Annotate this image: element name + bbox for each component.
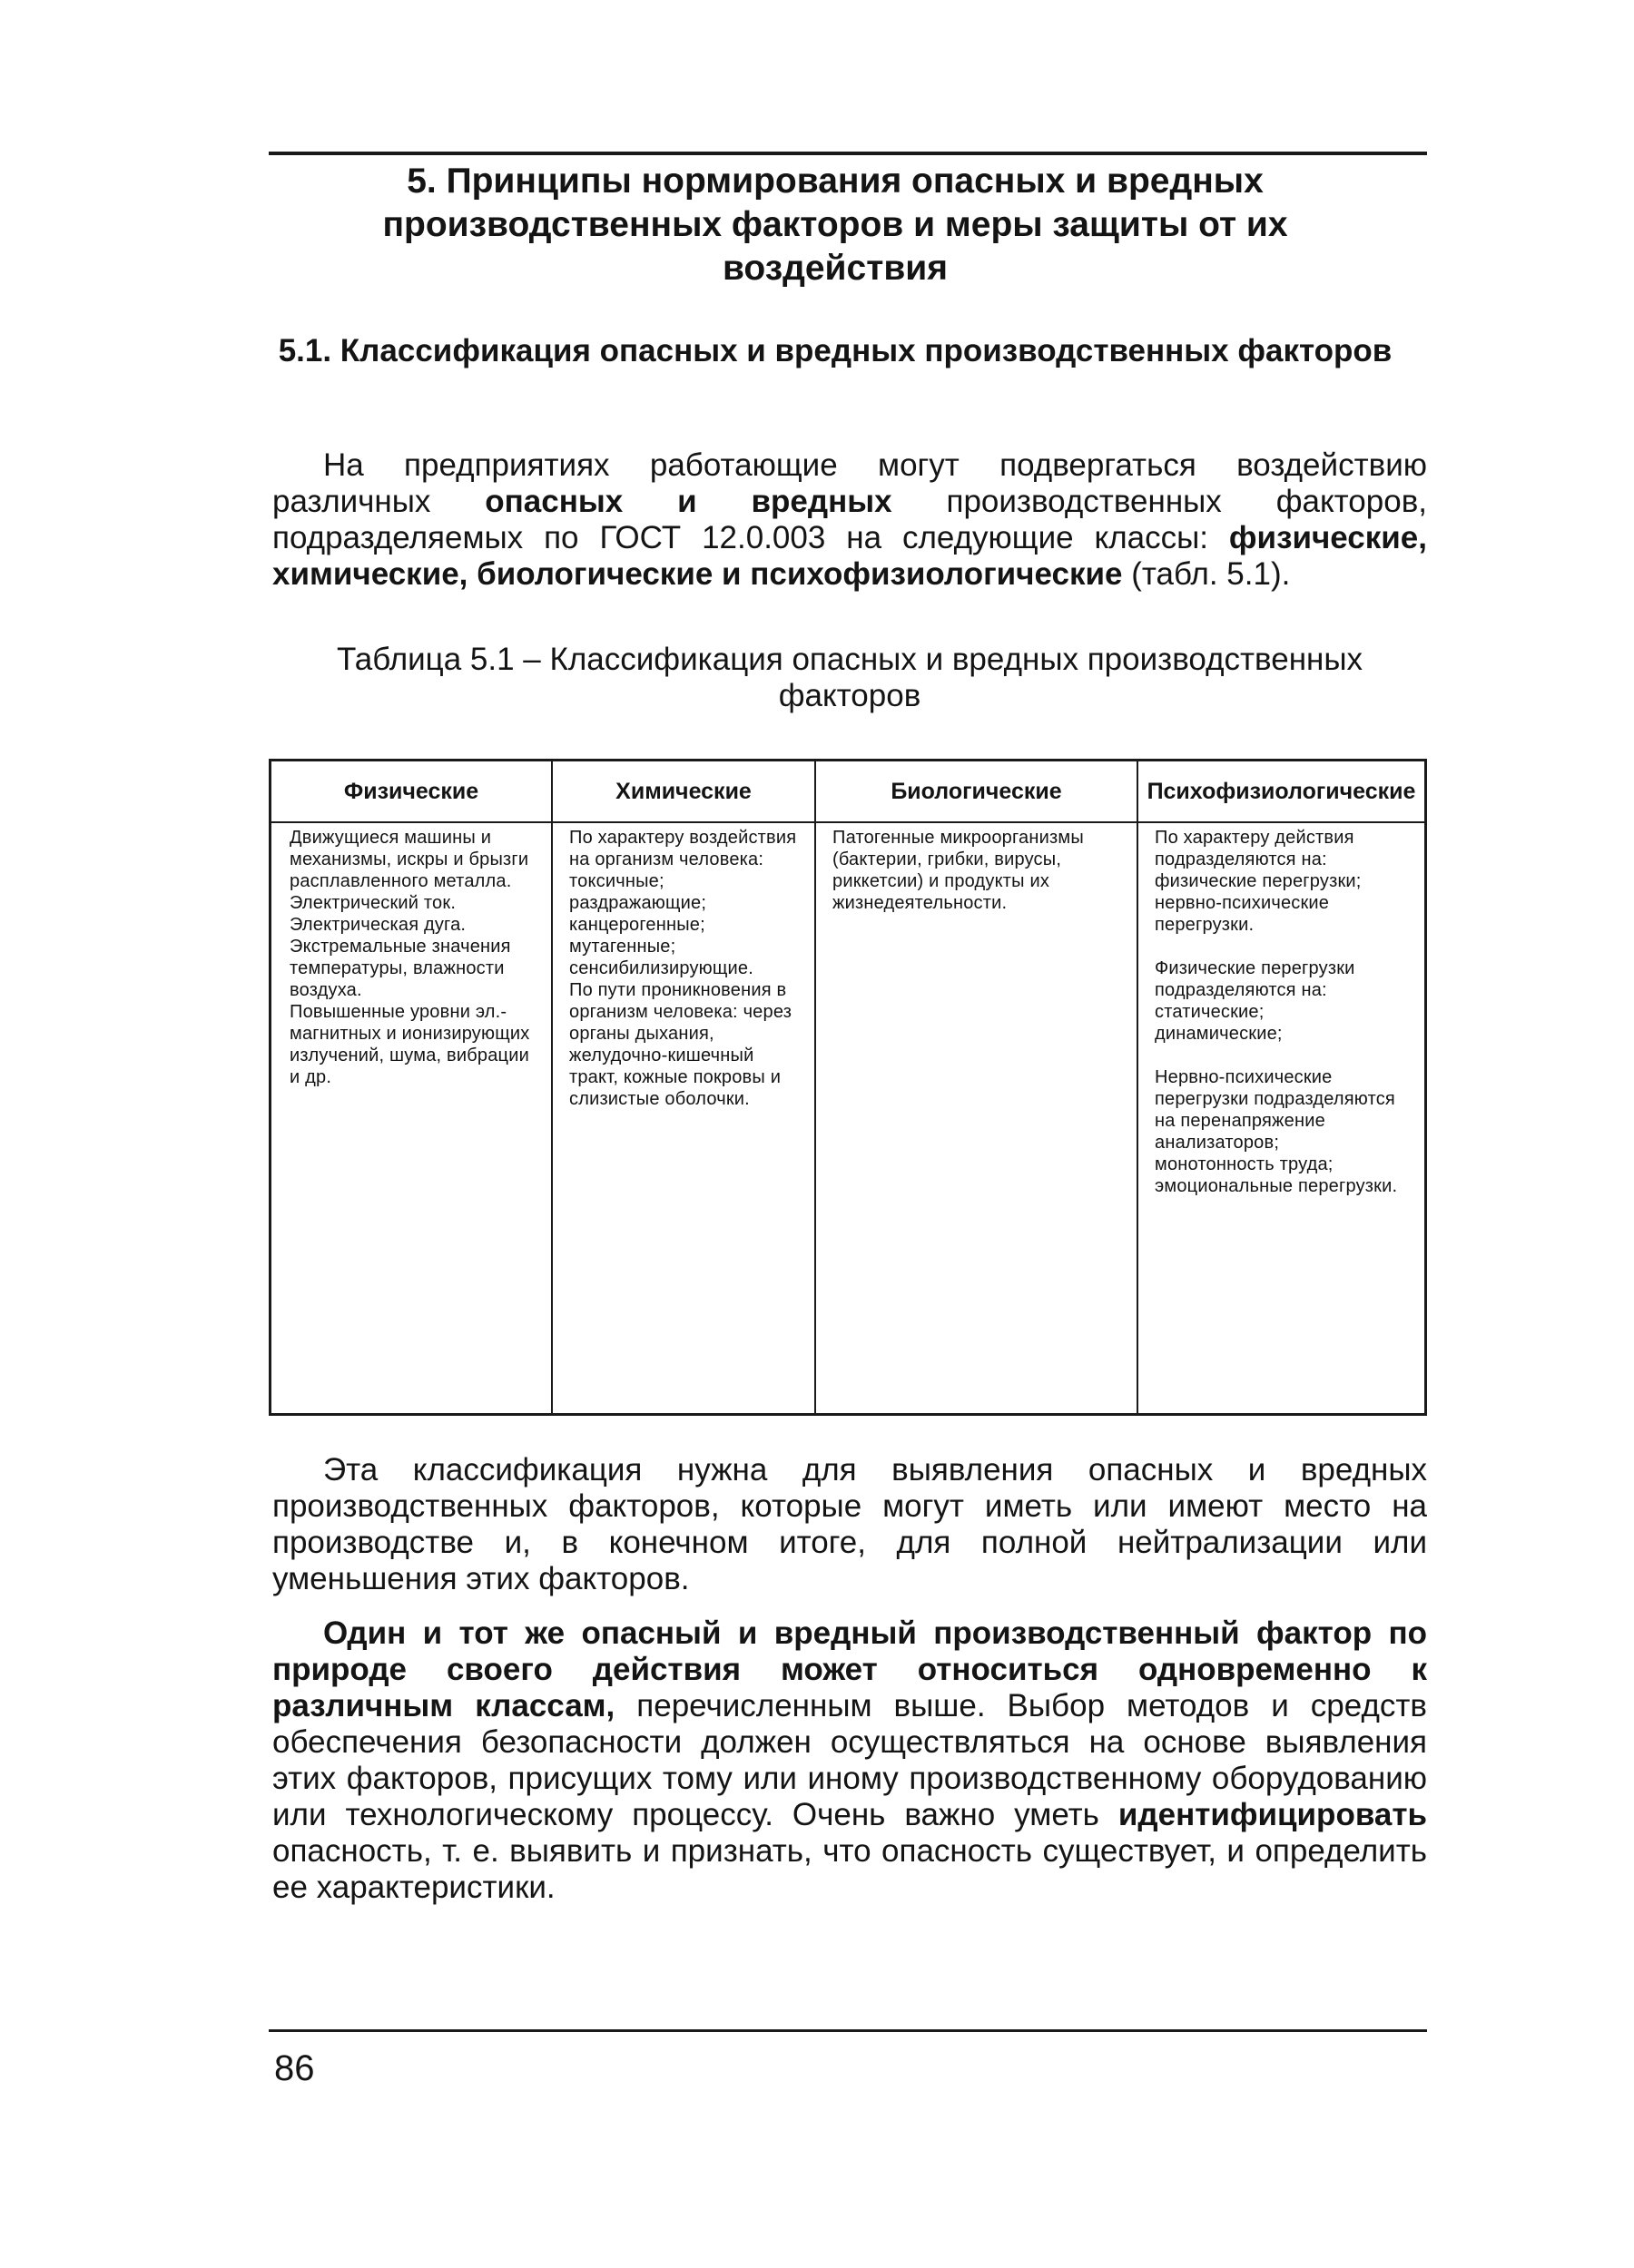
section-title: 5.1. Классификация опасных и вредных производственных факторов <box>278 333 1393 368</box>
table-cell-physical: Движущиеся машины и механизмы, искры и брызги расплавленного металла. Электрический ток. Электрическая дуга. Экстремальные значения температуры, влажности воздуха. Повышенные уровни эл.-магнитных и ионизирующих излучений, шума, вибрации и др. <box>271 823 553 1413</box>
bottom-rule <box>269 2029 1427 2032</box>
intro-text-1: На предприятиях работающие могут подвергаться воздействию различных <box>272 447 1427 519</box>
intro-bold-1: опасных и вредных <box>485 484 892 519</box>
identification-bold-2: идентифицировать <box>1117 1797 1427 1832</box>
identification-text-2: опасность, т. е. выявить и признать, что опасность существует, и определить ее характеристики. <box>272 1833 1427 1905</box>
identification-paragraph <box>272 1615 1427 1906</box>
table-cell-chemical: По характеру воздействия на организм человека: токсичные; раздражающие; канцерогенные; мутагенные; сенсибилизирующие. По пути проникновения в организм человека: через органы дыхания, желудочно-кишечный тракт, кожные покровы и слизистые оболочки. <box>553 823 816 1413</box>
intro-bold-2: физические, химические, биологические и психофизиологические <box>272 520 1427 592</box>
table-header-biological: Биологические <box>816 761 1138 823</box>
classification-table <box>269 759 1427 1416</box>
page-number: 86 <box>274 2048 315 2088</box>
identification-bold-1: Один и тот же опасный и вредный производственный фактор по природе своего действия может относиться одновременно к различным классам, <box>272 1615 1427 1723</box>
table-header-chemical: Химические <box>553 761 816 823</box>
classification-purpose-paragraph: Эта классификация нужна для выявления опасных и вредных производственных факторов, которые могут иметь или имеют место на производстве и, в конечном итоге, для полной нейтрализации или уменьшения этих факторов. <box>272 1452 1427 1596</box>
table-header-psychophysiological: Психофизиологические <box>1138 761 1424 823</box>
table-header-physical: Физические <box>271 761 553 823</box>
intro-paragraph <box>272 447 1427 593</box>
table-cell-biological: Патогенные микроорганизмы (бактерии, грибки, вирусы, риккетсии) и продукты их жизнедеятельности. <box>816 823 1138 1413</box>
intro-text-2: производственных факторов, подразделяемых по ГОСТ 12.0.003 на следующие классы: <box>272 484 1428 555</box>
table-cell-psychophysiological: По характеру действия подразделяются на: физические перегрузки; нервно-психические перегрузки. Физические перегрузки подразделяются на: статические; динамические; Нервно-психические перегрузки подразделяются на перенапряжение анализаторов; монотонность труда; эмоциональные перегрузки. <box>1155 828 1398 1196</box>
table-caption: Таблица 5.1 – Классификация опасных и вредных производственных факторов <box>336 642 1363 713</box>
chapter-title: 5. Принципы нормирования опасных и вредных производственных факторов и меры защиты от их воздействия <box>382 162 1288 288</box>
top-rule <box>269 152 1427 155</box>
identification-text-1: перечисленным выше. Выбор методов и средств обеспечения безопасности должен осуществляться на основе выявления этих факторов, присущих тому или иному производственному оборудованию или технологическому процессу. Очень важно уметь <box>272 1688 1427 1832</box>
intro-text-3: (табл. 5.1). <box>1122 556 1291 592</box>
